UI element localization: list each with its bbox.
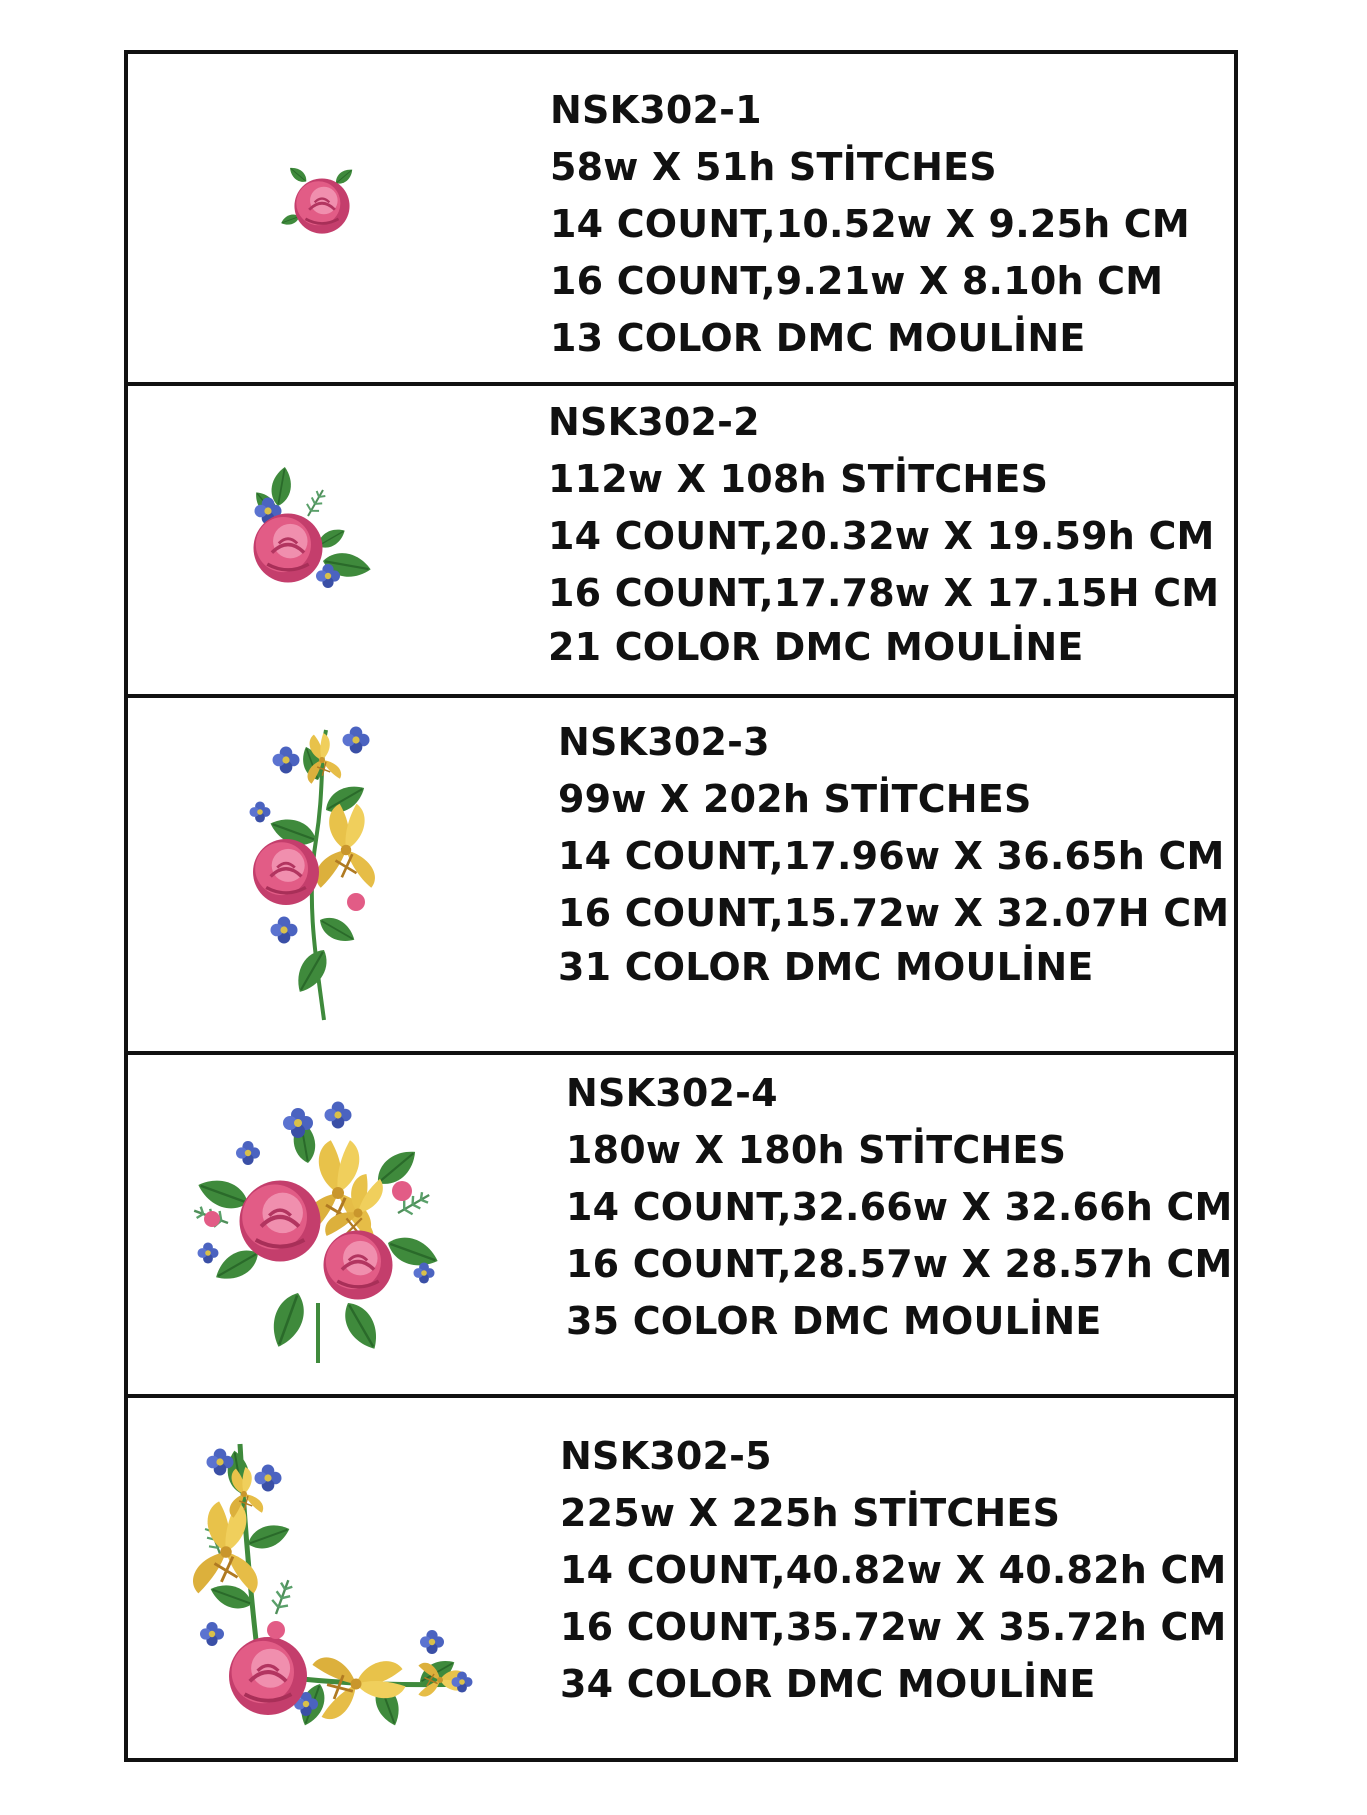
pattern-spec (566, 1065, 1233, 1350)
pattern-code: NSK302-4 (566, 1071, 778, 1115)
stitch-size: 112w X 108h STİTCHES (548, 457, 1049, 501)
size-14-count: 14 COUNT,32.66w X 32.66h CM (566, 1185, 1233, 1229)
single-rose-illustration (280, 164, 364, 248)
pattern-row (128, 694, 1234, 1051)
color-count: 34 COLOR DMC MOULİNE (560, 1662, 1096, 1706)
size-16-count: 16 COUNT,9.21w X 8.10h CM (550, 259, 1164, 303)
size-16-count: 16 COUNT,17.78w X 17.15H CM (548, 571, 1220, 615)
pattern-code: NSK302-5 (560, 1434, 772, 1478)
color-count: 31 COLOR DMC MOULİNE (558, 945, 1094, 989)
pattern-spec (548, 394, 1219, 672)
pattern-row (128, 1051, 1234, 1394)
stitch-size: 225w X 225h STİTCHES (560, 1491, 1061, 1535)
color-count: 13 COLOR DMC MOULİNE (550, 316, 1086, 360)
pattern-row (128, 382, 1234, 694)
pattern-row (128, 1394, 1234, 1758)
size-16-count: 16 COUNT,28.57w X 28.57h CM (566, 1242, 1233, 1286)
pattern-code: NSK302-2 (548, 400, 760, 444)
rose-corner-illustration (238, 436, 408, 606)
stitch-size: 180w X 180h STİTCHES (566, 1128, 1067, 1172)
rose-iris-bouquet-illustration (188, 1093, 464, 1369)
size-14-count: 14 COUNT,17.96w X 36.65h CM (558, 834, 1225, 878)
pattern-row (128, 54, 1234, 382)
size-14-count: 14 COUNT,20.32w X 19.59h CM (548, 514, 1215, 558)
size-16-count: 16 COUNT,15.72w X 32.07H CM (558, 891, 1230, 935)
size-16-count: 16 COUNT,35.72w X 35.72h CM (560, 1605, 1227, 1649)
pattern-code: NSK302-3 (558, 720, 770, 764)
rose-iris-spray-illustration (246, 720, 404, 1026)
stitch-size: 58w X 51h STİTCHES (550, 145, 997, 189)
size-14-count: 14 COUNT,40.82w X 40.82h CM (560, 1548, 1227, 1592)
pattern-sheet (124, 50, 1238, 1762)
pattern-code: NSK302-1 (550, 88, 762, 132)
pattern-spec (560, 1428, 1227, 1713)
stitch-size: 99w X 202h STİTCHES (558, 777, 1032, 821)
pattern-spec (550, 82, 1190, 367)
color-count: 21 COLOR DMC MOULİNE (548, 625, 1084, 669)
pattern-spec (558, 714, 1229, 992)
rose-iris-corner-illustration (180, 1434, 480, 1734)
color-count: 35 COLOR DMC MOULİNE (566, 1299, 1102, 1343)
size-14-count: 14 COUNT,10.52w X 9.25h CM (550, 202, 1190, 246)
